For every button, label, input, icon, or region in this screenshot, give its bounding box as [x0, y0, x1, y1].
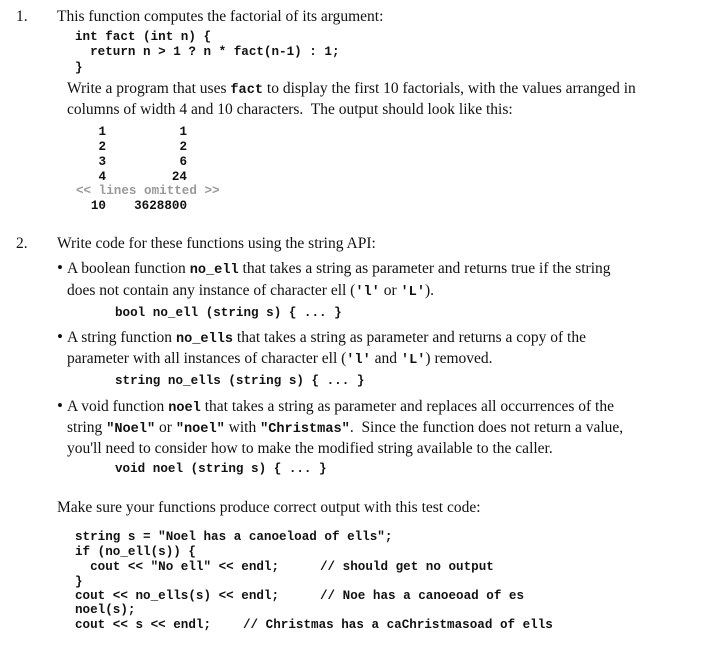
bullet-3-line-2	[67, 419, 623, 437]
code-line: }	[75, 575, 83, 589]
output-fact: 2	[179, 140, 187, 154]
no-ells-signature: string no_ells (string s) { ... }	[115, 374, 365, 388]
char-literal: 'l'	[355, 285, 380, 300]
lines-omitted: << lines omitted >>	[76, 184, 220, 198]
text: A boolean function	[67, 260, 186, 277]
q1-intro: This function computes the factorial of its argument:	[57, 8, 384, 25]
bullet-icon: •	[57, 396, 63, 415]
text: or	[379, 282, 401, 299]
bullet-icon: •	[57, 327, 63, 346]
code-line: noel(s);	[75, 603, 136, 617]
no-ells-keyword: no_ells	[175, 332, 234, 347]
bullet-1-line-1	[67, 260, 611, 278]
code-line: string s = "Noel has a canoeload of ells";	[75, 530, 393, 544]
question-number-1: 1.	[16, 8, 28, 25]
question-number-2: 2.	[16, 235, 28, 252]
output-fact: 3628800	[134, 199, 187, 213]
string-literal: "Noel"	[106, 422, 156, 437]
text: ).	[425, 282, 435, 299]
code-line: cout << no_ells(s) << endl;	[75, 589, 280, 603]
fact-keyword: fact	[230, 83, 264, 98]
bullet-2-line-2	[67, 350, 493, 368]
code-line: }	[75, 61, 83, 75]
char-literal: 'l'	[346, 353, 371, 368]
string-literal: "Christmas"	[260, 422, 350, 437]
noel-keyword: noel	[168, 401, 201, 416]
text: . Since the function does not return a value,	[349, 419, 624, 436]
q1-paragraph-line-2: columns of width 4 and 10 characters. The output should look like this:	[67, 101, 513, 118]
text: or	[155, 419, 176, 436]
code-line: int fact (int n) {	[75, 30, 212, 44]
test-intro: Make sure your functions produce correct output with this test code:	[57, 499, 481, 516]
output-n: 10	[90, 199, 106, 213]
bullet-1-line-2	[67, 282, 434, 300]
para-text: to display the first 10 factorials, with the values arranged in	[266, 80, 636, 97]
q1-paragraph-line-1	[67, 80, 636, 98]
code-comment: // Christmas has a caChristmasoad of ells	[243, 618, 553, 632]
bullet-3-line-1	[67, 398, 614, 416]
code-comment: // Noe has a canoeoad of es	[320, 589, 525, 603]
para-text: Write a program that uses	[67, 80, 227, 97]
char-literal: 'L'	[400, 353, 426, 368]
output-n: 1	[98, 125, 106, 139]
output-fact: 6	[179, 155, 187, 169]
text: that takes a string as parameter and replaces all occurrences of the	[204, 398, 614, 415]
code-line: if (no_ell(s)) {	[75, 545, 196, 559]
bullet-3-line-3: you'll need to consider how to make the modified string available to the caller.	[67, 440, 553, 457]
text: that takes a string as parameter and returns a copy of the	[236, 329, 586, 346]
text: does not contain any instance of character ell (	[67, 282, 356, 299]
char-literal: 'L'	[400, 285, 425, 300]
string-literal: "noel"	[175, 422, 225, 437]
output-n: 2	[98, 140, 106, 154]
text: that takes a string as parameter and returns true if the string	[242, 260, 611, 277]
output-n: 3	[98, 155, 106, 169]
output-fact: 1	[179, 125, 187, 139]
text: A void function	[67, 398, 165, 415]
noel-signature: void noel (string s) { ... }	[115, 462, 327, 476]
code-comment: // should get no output	[320, 560, 494, 574]
text: A string function	[67, 329, 173, 346]
text: parameter with all instances of character ell (	[67, 350, 347, 367]
code-line: cout << "No ell" << endl;	[75, 560, 280, 574]
code-line: cout << s << endl;	[75, 618, 212, 632]
no-ell-keyword: no_ell	[189, 263, 239, 278]
no-ell-signature: bool no_ell (string s) { ... }	[115, 306, 342, 320]
text: string	[67, 419, 107, 436]
bullet-icon: •	[57, 258, 63, 277]
output-n: 4	[98, 170, 106, 184]
code-line: return n > 1 ? n * fact(n-1) : 1;	[75, 45, 340, 59]
output-fact: 24	[171, 170, 187, 184]
text: with	[224, 419, 261, 436]
bullet-2-line-1	[67, 329, 586, 347]
text: and	[370, 350, 401, 367]
q2-intro: Write code for these functions using the string API:	[57, 235, 376, 252]
text: ) removed.	[425, 350, 493, 367]
